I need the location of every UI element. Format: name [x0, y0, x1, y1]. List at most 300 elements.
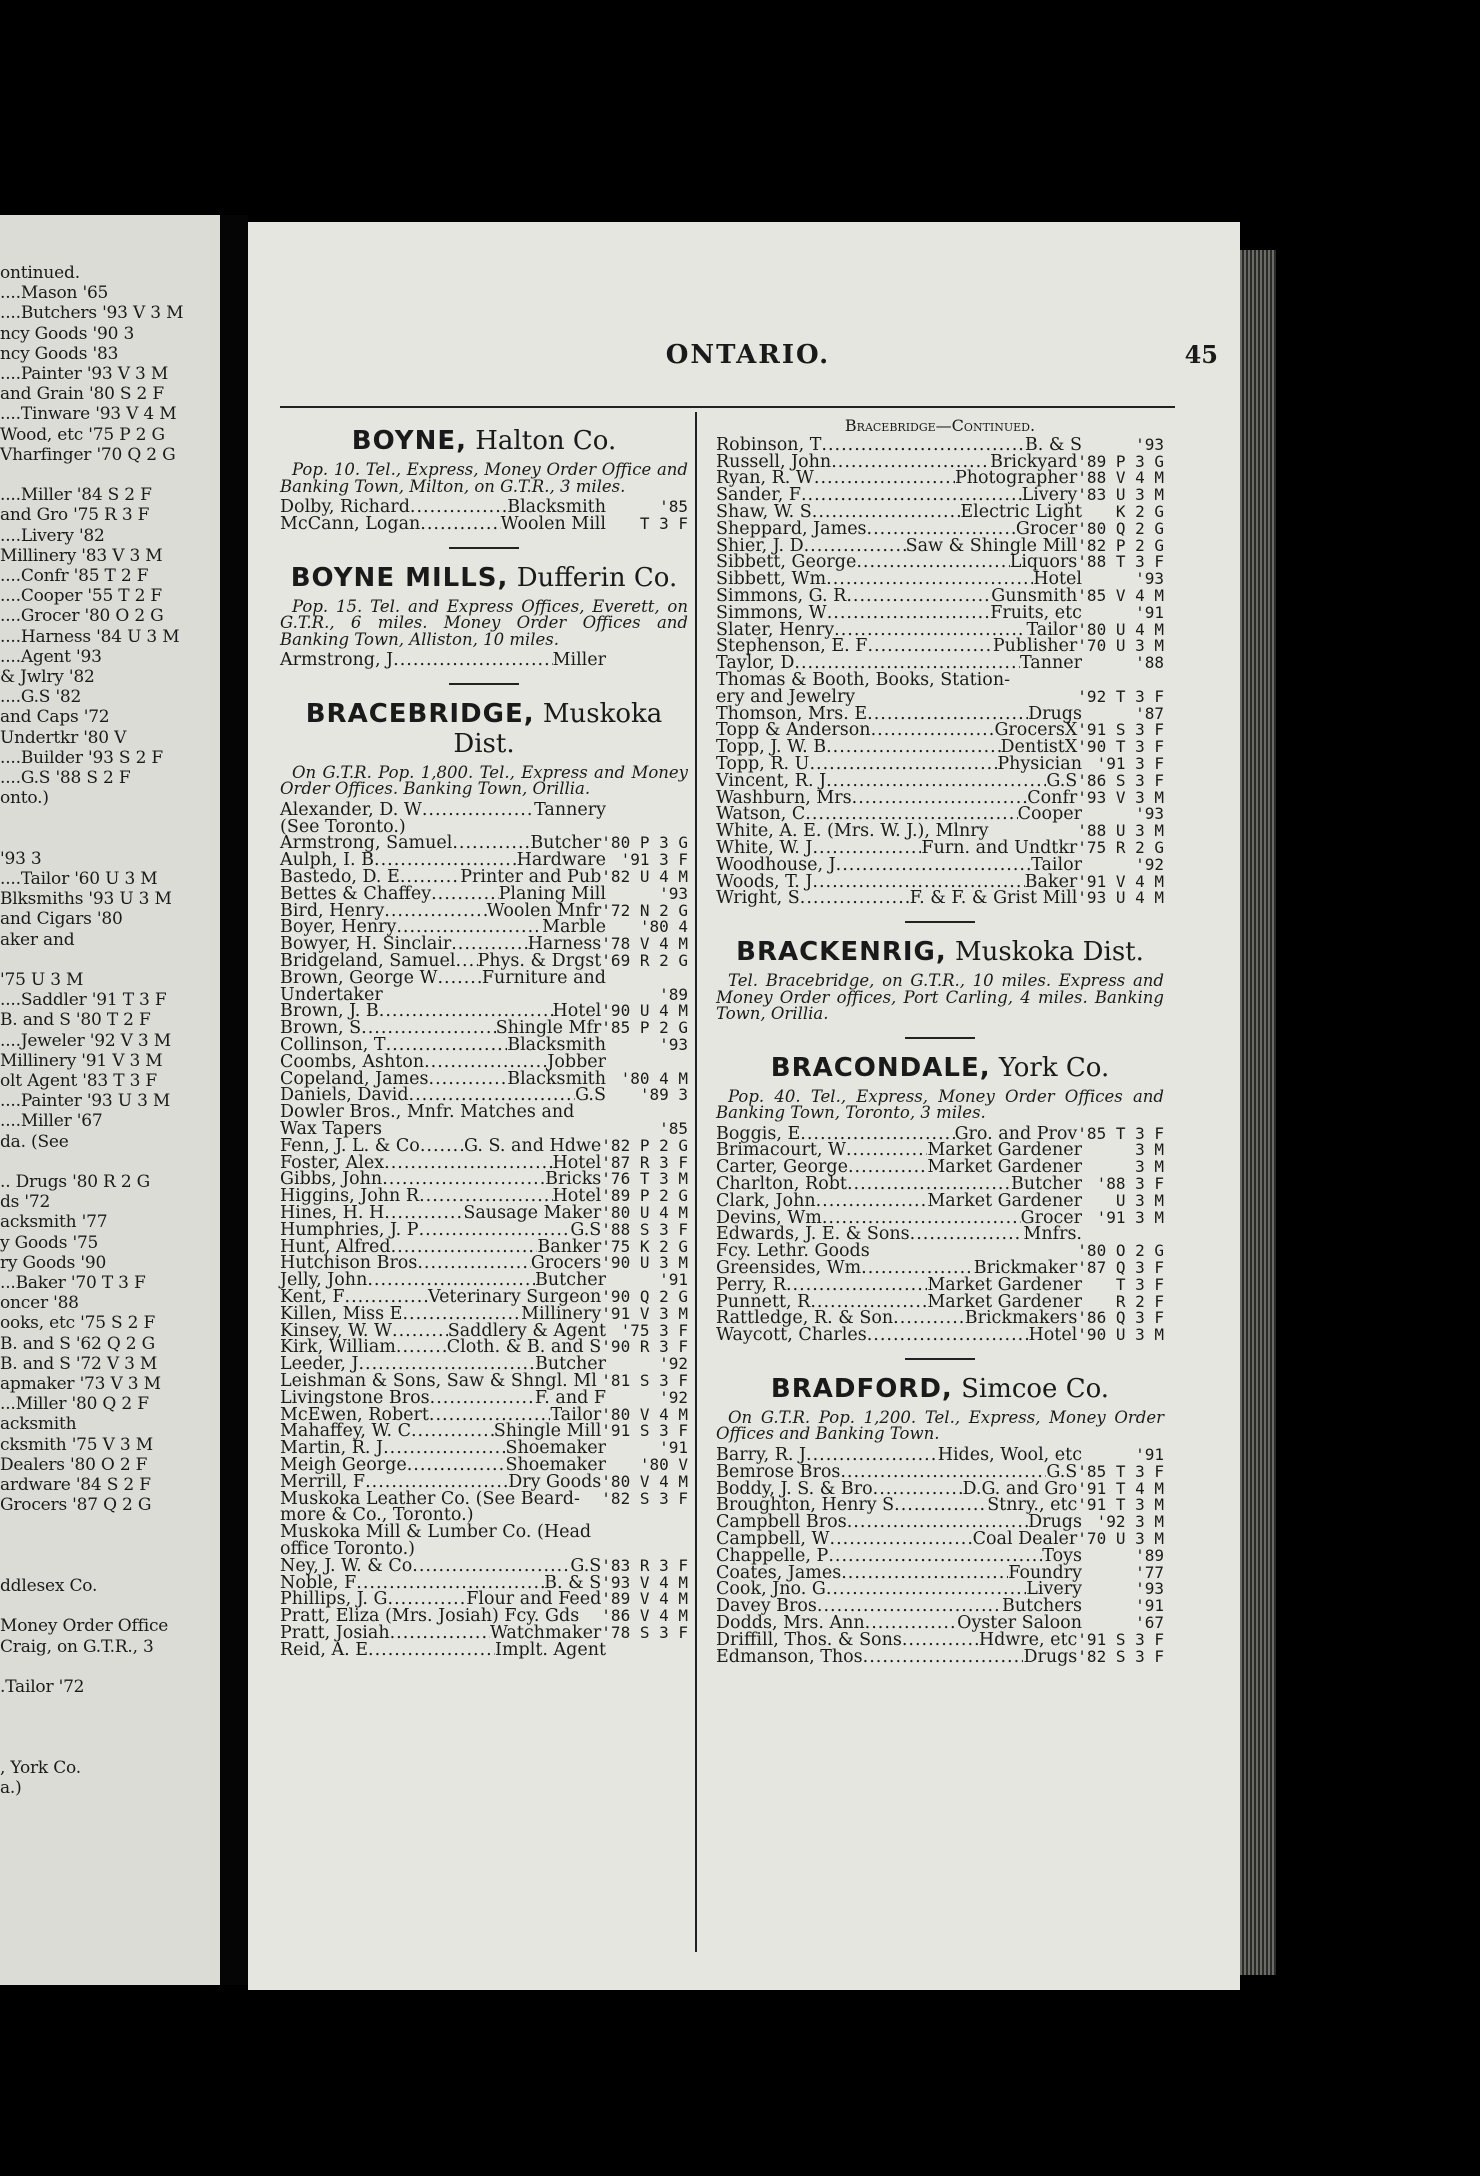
leader-dots [437, 970, 481, 987]
leader-dots [867, 638, 992, 655]
entry-name: Thomas & Booth, Books, Station- [716, 669, 1010, 690]
entry-business: Shoemaker [505, 1438, 606, 1459]
entry-name: Woods, T. J [716, 871, 813, 892]
entry-business: Phys. & Drgst [477, 951, 602, 972]
entry-rating: '85 P 2 G [601, 1018, 688, 1038]
entry-rating: '85 [659, 1119, 688, 1139]
entry-name: Bridgeland, Samuel [280, 951, 456, 972]
entry-business: Hardware [516, 850, 606, 871]
town-heading-brackenrig [716, 937, 1164, 967]
entry-business: Sausage Maker [463, 1203, 602, 1224]
left-page-line: oncer '88 [0, 1293, 79, 1314]
entry-rating [606, 652, 688, 669]
entry-rating: K 2 G [1115, 501, 1164, 521]
entry-name: Hines, H. H [280, 1203, 385, 1224]
leader-dots [816, 1193, 928, 1210]
entry-rating: '93 V 4 M [601, 1572, 688, 1592]
left-facing-page [0, 215, 220, 1985]
entry-rating: '93 [659, 1035, 688, 1055]
entry-rating: 3 M [1135, 1140, 1164, 1160]
entry-name: Collinson, T [280, 1035, 386, 1056]
leader-dots [384, 1155, 552, 1172]
left-page-line: cksmith '75 V 3 M [0, 1434, 153, 1455]
left-page-line: ry Goods '90 [0, 1252, 107, 1273]
entry-name: Brown, J. B [280, 1001, 379, 1022]
entry-business: Photographer [954, 468, 1078, 489]
left-page-line: olt Agent '83 T 3 F [0, 1071, 157, 1091]
directory-entry [716, 890, 1164, 907]
entry-name: Muskoka Mill & Lumber Co. (Head [280, 1522, 592, 1543]
entry-name: Ryan, R. W [716, 468, 814, 489]
entry-list [716, 1444, 1164, 1667]
leader-dots [410, 499, 507, 516]
entry-rating: '88 T 3 F [1077, 552, 1164, 572]
leader-dots [417, 1255, 531, 1272]
leader-dots [422, 802, 534, 819]
leader-dots [430, 1390, 535, 1407]
entry-rating: '80 O 2 G [1077, 1241, 1164, 1261]
entry-name: Russell, John [716, 451, 832, 472]
left-page-line: onto.) [0, 788, 49, 809]
entry-rating: '87 [1135, 703, 1164, 723]
entry-name: Cook, Jno. G [716, 1579, 826, 1600]
leader-dots [846, 588, 991, 605]
leader-dots [455, 953, 477, 970]
entry-business: Toys [1042, 1545, 1082, 1566]
directory-entry [716, 770, 1164, 791]
leader-dots [809, 756, 997, 773]
leader-dots [910, 1226, 1024, 1243]
entry-name: Carter, George [716, 1157, 848, 1178]
entry-business: Jobber [547, 1051, 606, 1072]
column-left [280, 412, 688, 1659]
entry-rating: '88 S 3 F [601, 1219, 688, 1239]
entry-name: Bettes & Chaffey [280, 883, 432, 904]
entry-business: Confr [1027, 787, 1078, 808]
entry-rating: '88 3 F [1096, 1174, 1164, 1193]
running-title: ONTARIO. [665, 340, 831, 370]
town-name: BRACKENRIG, [736, 937, 947, 968]
entry-rating: '82 P 2 G [601, 1135, 688, 1155]
entry-name: office Toronto.) [280, 1538, 415, 1559]
leader-dots [800, 890, 910, 907]
left-page-line: acksmith '77 [0, 1212, 108, 1233]
entry-name: Noble, F [280, 1572, 357, 1593]
entry-business: Brickmaker [973, 1257, 1078, 1278]
entry-business: Market Gardener [927, 1291, 1082, 1312]
entry-business: Shingle Mfr [495, 1018, 602, 1039]
entry-name: (See Toronto.) [280, 816, 406, 837]
town-name: BRACONDALE, [770, 1052, 991, 1083]
entry-rating: '93 [1135, 569, 1164, 589]
entry-name: Sibbett, Wm [716, 569, 827, 590]
entry-name: Broughton, Henry S [716, 1495, 895, 1516]
entry-business: Hides, Wool, etc [937, 1444, 1082, 1465]
left-page-line: and Grain '80 S 2 F [0, 384, 164, 405]
book-gutter [220, 215, 248, 1985]
leader-dots [826, 773, 1046, 790]
entry-name: Ney, J. W. & Co [280, 1555, 413, 1576]
left-page-line: Craig, on G.T.R., 3 [0, 1636, 154, 1657]
entry-name: Driffill, Thos. & Sons [716, 1629, 902, 1650]
entry-name: Waycott, Charles [716, 1325, 867, 1346]
town-description: Tel. Bracebridge, on G.T.R., 10 miles. Express and Money Order offices, Port Carling, 4 miles. Banking Town, Orillia. [716, 971, 1164, 1024]
town-heading-bradford [716, 1374, 1164, 1404]
leader-dots [814, 470, 955, 487]
entry-name: White, W. J [716, 837, 813, 858]
entry-rating: '86 S 3 F [1077, 770, 1164, 790]
entry-name: Robinson, T [716, 434, 822, 455]
entry-business: Furniture and [481, 967, 606, 988]
entry-name: Sibbett, George [716, 552, 857, 573]
leader-dots [867, 1327, 1029, 1344]
entry-business: Cooper [1017, 804, 1082, 825]
entry-name: Boyer, Henry [280, 917, 397, 938]
entry-list [716, 1123, 1164, 1346]
entry-name: Thomson, Mrs. E [716, 703, 868, 724]
entry-name: Aulph, I. B [280, 850, 375, 871]
entry-list [280, 799, 688, 1660]
leader-dots [902, 1632, 979, 1649]
entry-business: G.S [570, 1219, 602, 1240]
entry-name: Hunt, Alfred [280, 1236, 391, 1257]
entry-name: Pratt, Eliza (Mrs. Josiah) Fcy. Gds [280, 1606, 580, 1627]
entry-name: Kent, F [280, 1287, 345, 1307]
entry-rating: '91 [659, 1270, 688, 1290]
entry-rating: '82 S 3 F [1077, 1646, 1164, 1666]
entry-name: Edmanson, Thos [716, 1646, 863, 1667]
entry-name: Hutchison Bros [280, 1253, 418, 1274]
entry-business: Grocer [1015, 518, 1078, 539]
town-county: Muskoka Dist. [453, 698, 663, 759]
entry-rating: '90 U 4 M [601, 1001, 688, 1021]
entry-business: Saddlery & Agent [447, 1320, 606, 1341]
leader-dots [368, 1642, 495, 1659]
entry-name: Charlton, Robt [716, 1174, 847, 1194]
leader-dots [411, 1423, 494, 1440]
entry-name: Greensides, Wm [716, 1257, 862, 1278]
left-page-line: ardware '84 S 2 F [0, 1475, 151, 1495]
leader-dots [420, 516, 500, 533]
entry-rating: '89 [1135, 1545, 1164, 1565]
page-header [278, 340, 1218, 380]
entry-name: Brown, S [280, 1018, 362, 1039]
entry-list [716, 434, 1164, 909]
town-county: Simcoe Co. [961, 1373, 1110, 1404]
entry-business: Hotel [552, 1152, 602, 1173]
entry-name: Bemrose Bros [716, 1461, 841, 1482]
entry-name: more & Co., Toronto.) [280, 1505, 474, 1526]
entry-name: Merrill, F [280, 1471, 366, 1492]
left-page-line: Money Order Office [0, 1616, 169, 1637]
entry-business: Market Gardener [927, 1157, 1082, 1178]
entry-business: G.S [1046, 770, 1078, 791]
entry-rating: '67 [1135, 1612, 1164, 1632]
entry-name: Fenn, J. L. & Co [280, 1135, 420, 1156]
entry-rating: '75 3 F [620, 1320, 688, 1340]
entry-name: Brown, George W [280, 967, 438, 988]
entry-rating: '93 [1135, 434, 1164, 454]
entry-rating: 3 M [1135, 1157, 1164, 1177]
entry-name: Brimacourt, W [716, 1140, 846, 1161]
entry-rating: '90 T 3 F [1077, 737, 1164, 757]
entry-business: Tannery [534, 799, 606, 820]
entry-rating: '83 R 3 F [601, 1555, 688, 1575]
left-page-line: ....G.S '88 S 2 F [0, 768, 131, 788]
entry-rating: '90 U 3 M [1077, 1325, 1164, 1345]
entry-rating: '88 U 3 M [1077, 821, 1164, 841]
entry-rating: '89 [659, 984, 688, 1004]
entry-business: Saw & Shingle Mill [905, 535, 1078, 556]
entry-business: Furn. and Undtkr [921, 837, 1078, 858]
entry-business: G.S [575, 1085, 606, 1106]
town-county: Halton Co. [475, 426, 617, 456]
left-page-line: acksmith [0, 1414, 77, 1435]
entry-business: Bricks [545, 1169, 602, 1190]
entry-name: Livingstone Bros [280, 1387, 430, 1408]
leader-dots [848, 1159, 927, 1176]
entry-rating: '80 U 4 M [1077, 619, 1164, 639]
entry-rating: '91 3 M [1096, 1207, 1164, 1227]
entry-rating: '75 R 2 G [1077, 837, 1164, 857]
entry-name: Simmons, W [716, 602, 827, 623]
entry-name: Edwards, J. E. & Sons [716, 1224, 910, 1245]
left-page-line: B. and S '80 T 2 F [0, 1010, 151, 1031]
left-page-line: Grocers '87 Q 2 G [0, 1495, 152, 1516]
left-page-line: y Goods '75 [0, 1232, 99, 1253]
entry-name: Washburn, Mrs [716, 787, 852, 808]
left-page-line: ....Tailor '60 U 3 M [0, 869, 158, 889]
entry-business: Woolen Mill [500, 513, 606, 534]
entry-name: Campbell, W [716, 1528, 830, 1549]
left-page-line: a.) [0, 1778, 22, 1798]
left-page-line: Undertkr '80 V [0, 727, 127, 748]
entry-name: Perry, R [716, 1274, 786, 1295]
entry-rating: '91 V 4 M [1077, 871, 1164, 891]
entry-name: Wax Tapers [280, 1119, 382, 1140]
entry-name: Pratt, Josiah [280, 1622, 390, 1643]
entry-name: Bastedo, D. E [280, 867, 400, 888]
entry-name: Mahaffey, W. C [280, 1421, 411, 1442]
leader-dots [429, 1071, 508, 1088]
town-county: Muskoka Dist. [955, 937, 1144, 968]
left-page-line: & Jwlry '82 [0, 667, 95, 687]
entry-rating: '83 U 3 M [1077, 485, 1164, 505]
entry-business: Electric Light [960, 501, 1082, 522]
entry-name: Barry, R. J [716, 1444, 807, 1465]
entry-name: Armstrong, Samuel [280, 833, 453, 854]
entry-business: Hotel [552, 1001, 602, 1022]
entry-rating: '80 Q 2 G [1077, 518, 1164, 538]
leader-dots [871, 722, 995, 739]
entry-name: Boddy, J. S. & Bro [716, 1478, 873, 1499]
entry-business: D.G. and Gro [962, 1478, 1078, 1499]
entry-rating: '75 K 2 G [601, 1236, 688, 1256]
entry-business: Market Gardener [927, 1274, 1082, 1295]
page-number: 45 [1184, 340, 1218, 369]
entry-business: Hotel [552, 1186, 602, 1207]
entry-name: Bird, Henry [280, 900, 385, 921]
entry-rating: '91 [1135, 1596, 1164, 1616]
left-page-line: ....Miller '84 S 2 F [0, 485, 152, 506]
left-page-line: Blksmiths '93 U 3 M [0, 889, 172, 910]
town-county: Dufferin Co. [516, 562, 678, 593]
entry-business: Oyster Saloon [957, 1612, 1082, 1633]
left-page-line: ....G.S '82 [0, 687, 82, 708]
entry-business: Miller [552, 650, 606, 671]
header-rule [280, 406, 1175, 408]
entry-rating: '80 P 3 G [601, 833, 688, 853]
entry-rating: '91 3 F [620, 850, 688, 870]
left-page-line: Millinery '83 V 3 M [0, 545, 163, 566]
entry-rating: '80 U 4 M [601, 1203, 688, 1223]
entry-name: Leishman & Sons, Saw & Shngl. Ml [280, 1370, 597, 1391]
directory-page [248, 222, 1240, 1990]
leader-dots [384, 903, 486, 920]
entry-business: Butchers [1002, 1596, 1082, 1617]
left-page-line: ....Painter '93 V 3 M [0, 364, 169, 384]
entry-rating: '92 T 3 F [1077, 686, 1164, 706]
town-county: York Co. [998, 1052, 1110, 1083]
section-separator [905, 1358, 975, 1360]
entry-name: Armstrong, J [280, 650, 394, 671]
entry-name: Jelly, John [280, 1270, 368, 1291]
entry-rating: '93 [659, 883, 688, 903]
entry-business: Brickyard [990, 451, 1078, 472]
entry-name: Watson, C [716, 804, 806, 825]
entry-business: Banker [537, 1236, 602, 1257]
leader-dots [893, 1310, 965, 1327]
entry-rating: '91 V 3 M [601, 1303, 688, 1323]
town-description: Pop. 15. Tel. and Express Offices, Everett, on G.T.R., 6 miles. Money Order Offices and Banking Town, Alliston, 10 miles. [280, 596, 688, 649]
entry-rating: '81 S 3 F [601, 1370, 688, 1390]
entry-business: G. S. and Hdwe [464, 1135, 602, 1156]
left-page-line: ....Cooper '55 T 2 F [0, 586, 163, 607]
entry-name: Gibbs, John [280, 1169, 383, 1190]
entry-business: Drugs [1023, 1646, 1078, 1667]
entry-name: Devins, Wm [716, 1207, 822, 1228]
left-page-line: aker and [0, 929, 75, 950]
entry-name: McEwen, Robert [280, 1404, 429, 1425]
entry-name: Wright, S [716, 888, 800, 909]
entry-rating [606, 1642, 688, 1659]
town-heading-bracondale [716, 1053, 1164, 1083]
section-separator [449, 683, 519, 685]
entry-business: G.S [570, 1555, 602, 1576]
entry-rating: R 2 F [1115, 1291, 1164, 1311]
entry-name: Shaw, W. S [716, 501, 812, 522]
left-page-line: ....Mason '65 [0, 283, 109, 304]
entry-rating: '70 U 3 M [1077, 636, 1164, 656]
entry-rating: '86 Q 3 F [1077, 1308, 1164, 1328]
left-page-line: ....Livery '82 [0, 525, 105, 546]
page-stack-edge [1240, 250, 1276, 1975]
entry-business: Foundry [1008, 1562, 1082, 1583]
left-page-line: Wood, etc '75 P 2 G [0, 424, 165, 445]
left-page-line: ....Harness '84 U 3 M [0, 626, 180, 647]
left-page-line: ....Tinware '93 V 4 M [0, 404, 177, 425]
left-page-line: ....Confr '85 T 2 F [0, 566, 149, 586]
left-page-line: ....Miller '67 [0, 1111, 103, 1132]
left-page-line: .Tailor '72 [0, 1677, 85, 1697]
entry-rating: T 3 F [639, 513, 688, 533]
left-page-line: and Caps '72 [0, 707, 110, 728]
entry-business: Planing Mill [498, 883, 606, 904]
town-description: On G.T.R. Pop. 1,800. Tel., Express and Money Order Offices. Banking Town, Orillia. [280, 762, 688, 799]
entry-rating: '92 [659, 1354, 688, 1374]
entry-business: Livery [1026, 1579, 1082, 1600]
entry-business: Brickmakers [964, 1308, 1078, 1329]
entry-rating: '87 Q 3 F [1077, 1257, 1164, 1277]
entry-rating: '93 V 3 M [1077, 787, 1164, 807]
left-page-line: ...Baker '70 T 3 F [0, 1273, 146, 1293]
entry-rating [606, 1507, 688, 1524]
entry-rating: '88 V 4 M [1077, 468, 1164, 488]
entry-business: B. & S [1024, 434, 1082, 455]
leader-dots [830, 1531, 973, 1548]
entry-name: Martin, R. J [280, 1438, 384, 1459]
entry-rating: '82 P 2 G [1077, 535, 1164, 555]
entry-business: Butcher [1011, 1174, 1082, 1194]
entry-business: Fruits, etc [990, 602, 1082, 623]
entry-name: Dowler Bros., Mnfr. Matches and [280, 1102, 575, 1123]
entry-rating: '92 [1135, 854, 1164, 874]
town-name: BOYNE MILLS, [290, 562, 509, 593]
entry-rating: '89 P 2 G [601, 1186, 688, 1206]
directory-entry [280, 513, 688, 534]
entry-business: Printer and Pub [460, 867, 602, 888]
entry-business: Butcher [535, 1270, 606, 1291]
entry-name: Boggis, E [716, 1123, 801, 1144]
left-page-line: Millinery '91 V 3 M [0, 1050, 163, 1071]
entry-name: Davey Bros [716, 1596, 817, 1617]
entry-name: Rattledge, R. & Son [716, 1308, 894, 1329]
left-page-line: B. and S '72 V 3 M [0, 1353, 158, 1374]
left-page-line: ncy Goods '83 [0, 343, 119, 364]
entry-rating: '91 S 3 F [1077, 720, 1164, 740]
entry-business: Harness [527, 934, 602, 955]
entry-business: Shoemaker [505, 1454, 606, 1475]
entry-rating: '91 [1135, 1444, 1164, 1464]
entry-rating: '78 S 3 F [601, 1622, 688, 1642]
entry-business: Liquors [1009, 552, 1078, 573]
directory-entry [280, 652, 688, 669]
column-divider [695, 412, 697, 1952]
left-page-line: ds '72 [0, 1192, 51, 1213]
entry-name: Vincent, R. J [716, 770, 827, 791]
entry-name: Copeland, James [280, 1068, 429, 1089]
left-page-line: da. (See [0, 1131, 69, 1152]
directory-entry [716, 1629, 1164, 1650]
entry-rating: '82 U 4 M [601, 867, 688, 887]
entry-rating: '85 V 4 M [1077, 585, 1164, 605]
leader-dots [826, 739, 1000, 756]
entry-business: Hdwre, etc [978, 1629, 1078, 1650]
entry-business: Grocer [1020, 1207, 1082, 1228]
entry-name: Killen, Miss E [280, 1303, 403, 1324]
entry-rating: '70 U 3 M [1077, 1528, 1164, 1548]
town-heading-boyne [280, 426, 688, 456]
left-page-line: apmaker '73 V 3 M [0, 1374, 161, 1394]
entry-rating: '80 4 [639, 917, 688, 937]
left-page-line: ....Builder '93 S 2 F [0, 747, 163, 768]
section-separator [905, 1037, 975, 1039]
entry-rating: '85 T 3 F [1077, 1123, 1164, 1143]
leader-dots [407, 1457, 506, 1474]
left-page-line: and Cigars '80 [0, 909, 123, 930]
column-right [716, 412, 1164, 1665]
entry-business: Grocers [530, 1253, 602, 1274]
